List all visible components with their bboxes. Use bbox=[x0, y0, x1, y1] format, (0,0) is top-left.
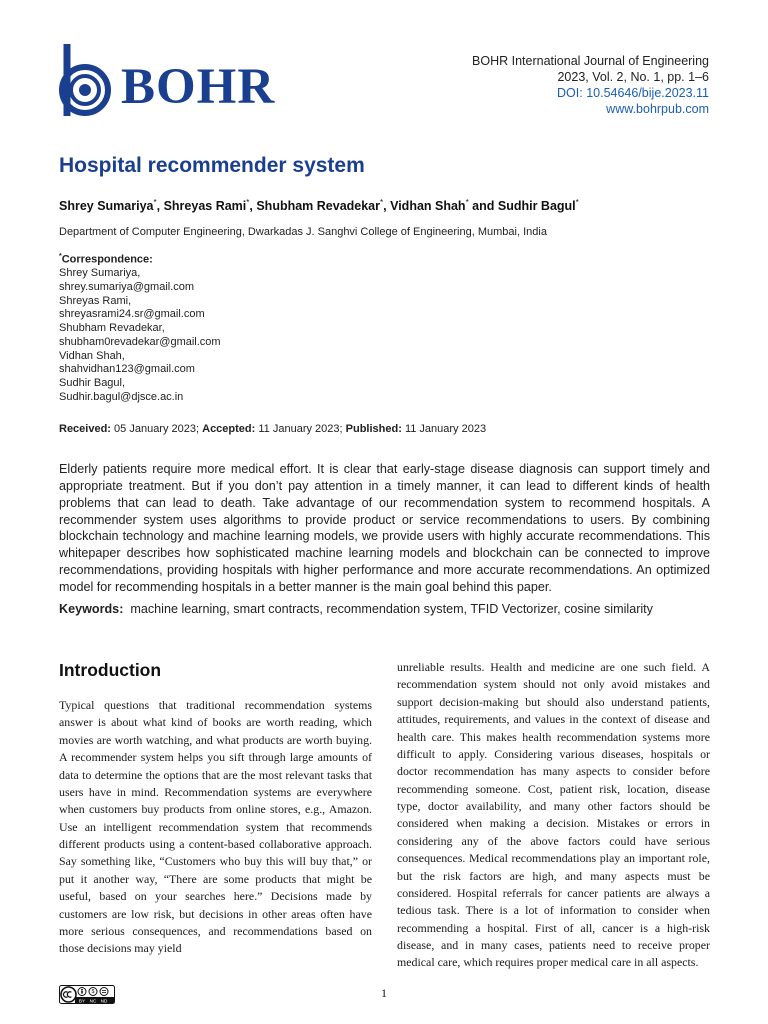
keywords-list: machine learning, smart contracts, recommendation system, TFID Vectorizer, cosine similarity bbox=[130, 602, 653, 616]
correspondence-line: Sudhir Bagul, bbox=[59, 376, 126, 389]
author-separator: , bbox=[383, 199, 391, 214]
received-label: Received: bbox=[59, 423, 111, 435]
website-link[interactable]: www.bohrpub.com bbox=[606, 102, 709, 116]
keywords-label: Keywords: bbox=[59, 602, 124, 616]
author-mark: * bbox=[465, 198, 469, 207]
correspondence-line: Vidhan Shah, bbox=[59, 349, 125, 362]
correspondence-line: Shreyas Rami, bbox=[59, 294, 132, 307]
license-label-nc: NC bbox=[89, 998, 97, 1004]
journal-info bbox=[472, 53, 709, 117]
bohr-logo bbox=[57, 44, 287, 118]
correspondence-mark: * bbox=[59, 253, 62, 260]
correspondence-email[interactable]: Sudhir.bagul@djsce.ac.in bbox=[59, 390, 184, 403]
author-separator: , bbox=[156, 199, 164, 214]
correspondence-line: Shubham Revadekar, bbox=[59, 322, 165, 335]
correspondence-line: Shrey Sumariya, bbox=[59, 267, 141, 280]
author-name: Sudhir Bagul bbox=[497, 199, 576, 214]
author-mark: * bbox=[246, 198, 250, 207]
page-number: 1 bbox=[381, 986, 387, 1000]
author-separator: , bbox=[249, 199, 257, 214]
article-title: Hospital recommender system bbox=[59, 154, 365, 177]
body-column-right: unreliable results. Health and medicine are one such field. A recommendation system should not only avoid mistakes and support decision-making but should also understand patients, attitudes, requirements, and values in the context of disease and health care. This makes health recommendation systems more difficult to apply. Considering various diseases, hospitals or doctor recommendation has many aspects to consider before recommending someone. Cost, patient risk, location, disease type, doctor availability, and many other factors should be considered when making a decision. Mistakes or errors in considering any of the above factors could have serious consequences. Medical recommendations play an important role, but the risk factors are high, and many aspects must be considered. Hospital referrals for cancer patients are always a tedious task. There is a lot of information to consider when recommending a hospital. First of all, cancer is a high-risk disease, and in many cases, patients need to receive proper medical care, which requires proper medical care in all aspects. bbox=[397, 660, 710, 970]
keywords bbox=[59, 602, 653, 616]
bohr-logo-icon bbox=[57, 44, 117, 118]
svg-text:$: $ bbox=[91, 989, 95, 996]
logo-wordmark: BOHR bbox=[121, 59, 276, 115]
doi-link[interactable]: DOI: 10.54646/bije.2023.11 bbox=[557, 86, 709, 100]
correspondence-heading-text: Correspondence: bbox=[61, 253, 153, 266]
published-date: 11 January 2023 bbox=[404, 423, 487, 435]
author-name: Shreyas Rami bbox=[163, 199, 247, 214]
accepted-label: Accepted: bbox=[202, 423, 256, 435]
journal-volume: 2023, Vol. 2, No. 1, pp. 1–6 bbox=[557, 70, 709, 84]
license-label-by: BY bbox=[78, 998, 86, 1004]
published-label: Published: bbox=[345, 423, 402, 435]
journal-name: BOHR International Journal of Engineering bbox=[472, 54, 709, 68]
publication-dates bbox=[59, 423, 486, 435]
author-name: Vidhan Shah bbox=[390, 199, 466, 214]
author-mark: * bbox=[153, 198, 157, 207]
accepted-date: 11 January 2023; bbox=[258, 423, 343, 435]
correspondence-email[interactable]: shrey.sumariya@gmail.com bbox=[59, 281, 195, 294]
affiliation: Department of Computer Engineering, Dwarkadas J. Sanghvi College of Engineering, Mumbai, India bbox=[59, 226, 547, 238]
license-label-nd: ND bbox=[100, 998, 108, 1004]
correspondence-block bbox=[59, 250, 221, 404]
section-heading-introduction: Introduction bbox=[59, 660, 162, 680]
author-mark: * bbox=[380, 198, 384, 207]
author-list bbox=[59, 198, 579, 213]
author-mark: * bbox=[575, 198, 579, 207]
body-column-left: Typical questions that traditional recommendation systems answer is about what kind of books are worth reading, which movies are worth watching, and what products are worth buying. A recommender system helps you sift through large amounts of data to determine the options that are the most relevant tasks that users have in mind. Recommendation systems are everywhere when customers buy products from online stores, e.g., Amazon. Use an intelligent recommendation system that recommends different products using a content-based collaborative approach. Say something like, “Customers who buy this will buy that,” or put it another way, “There are some products that might be useful, based on your searches here.” Decisions made by customers are low risk, but decisions in other areas often have more serious consequences, and recommendations based on those decisions may yield bbox=[59, 698, 372, 956]
author-name: Shubham Revadekar bbox=[256, 199, 381, 214]
abstract: Elderly patients require more medical effort. It is clear that early-stage disease diagnosis can support timely and appropriate treatment. But if you don’t pay attention in a timely manner, it can lead to different kinds of health problems that can lead to death. Take advantage of our recommendation system to recommend hospitals. A recommender system uses algorithms to provide product or service recommendations to users. By combining blockchain technology and machine learning models, we provide users with highly accurate recommendations. This whitepaper describes how sophisticated machine learning models and blockchain can be connected to improve recommendations, providing hospitals with higher performance and more accurate recommendations. An optimized model for recommending hospitals in a better manner is the main goal behind this paper. bbox=[59, 462, 710, 594]
correspondence-heading bbox=[59, 250, 221, 267]
author-name: Shrey Sumariya bbox=[59, 199, 154, 214]
received-date: 05 January 2023; bbox=[114, 423, 200, 435]
correspondence-email[interactable]: shubham0revadekar@gmail.com bbox=[59, 335, 221, 348]
author-separator: and bbox=[468, 199, 498, 214]
correspondence-email[interactable]: shreyasrami24.sr@gmail.com bbox=[59, 308, 205, 321]
correspondence-email[interactable]: shahvidhan123@gmail.com bbox=[59, 363, 195, 376]
